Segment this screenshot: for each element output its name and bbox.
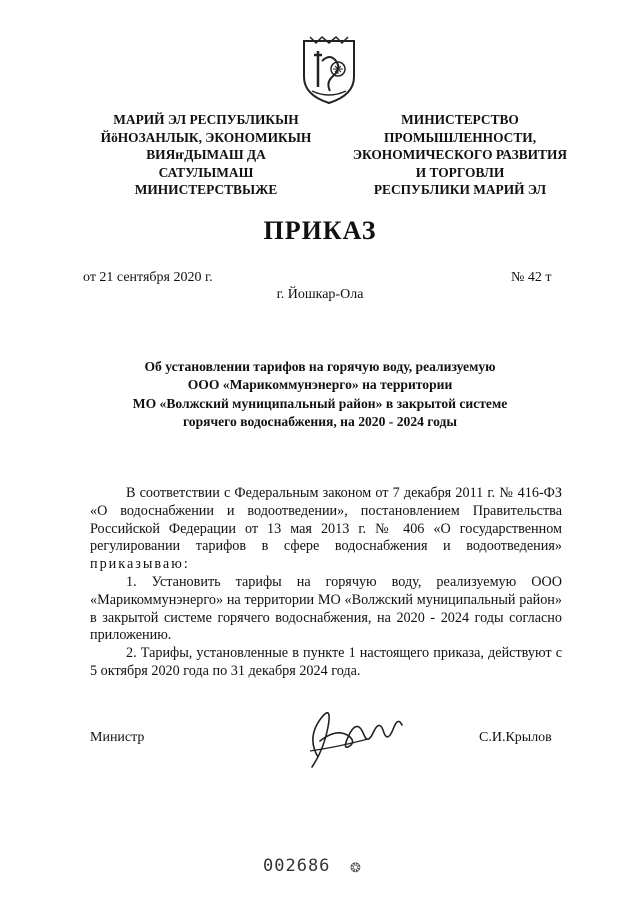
seal-mark-icon: ❂ <box>350 860 361 875</box>
order-subject <box>90 358 550 431</box>
header-left-line: ВИЯҥДЫМАШ ДА <box>146 147 266 162</box>
header-left-line: МАРИЙ ЭЛ РЕСПУБЛИКЫН <box>113 112 299 127</box>
order-date: от 21 сентября 2020 г. <box>83 270 213 285</box>
order-word: приказываю: <box>90 556 190 573</box>
header-ministry-russian <box>340 111 580 199</box>
header-left-line: МИНИСТЕРСТВЫЖЕ <box>134 182 278 197</box>
document-serial-number: 002686 <box>263 856 331 876</box>
order-number: № 42 т <box>511 270 552 285</box>
order-item-1: 1. Установить тарифы на горячую воду, реализуемую ООО «Марикоммунэнерго» на территории МО «Волжский муниципальный район» в закрытой системе горячего водоснабжения, на 2020 - 2024 годы согласно приложению. <box>90 573 562 644</box>
subject-line: ООО «Марикоммунэнерго» на территории <box>187 377 453 393</box>
preamble-text: В соответствии с Федеральным законом от 7 декабря 2011 г. № 416-ФЗ «О водоснабжении и водоотведении», постановлением Правительства Российской Федерации от 13 мая 2013 г. № 406 «О государственном регулировании тарифов в сфере водоснабжения и водоотведения» <box>90 485 562 555</box>
order-city: г. Йошкар-Ола <box>276 287 364 302</box>
header-left-line: САТУЛЫМАШ <box>158 164 254 180</box>
preamble-paragraph <box>90 485 562 574</box>
subject-line: МО «Волжский муниципальный район» в закрытой системе <box>132 395 508 411</box>
header-left-line: ЙӧНОЗАНЛЫК, ЭКОНОМИКЫН <box>100 129 312 145</box>
header-right-line: МИНИСТЕРСТВО <box>401 112 519 127</box>
order-body <box>90 485 562 681</box>
document-title: ПРИКАЗ <box>263 216 377 245</box>
subject-line: горячего водоснабжения, на 2020 - 2024 годы <box>182 413 458 429</box>
header-right-line: РЕСПУБЛИКИ МАРИЙ ЭЛ <box>373 182 547 197</box>
subject-line: Об установлении тарифов на горячую воду, реализуемую <box>144 359 496 374</box>
header-right-line: ЭКОНОМИЧЕСКОГО РАЗВИТИЯ <box>352 147 568 162</box>
order-item-2: 2. Тарифы, установленные в пункте 1 настоящего приказа, действуют с 5 октября 2020 года по 31 декабря 2024 года. <box>90 645 562 679</box>
signer-name: С.И.Крылов <box>479 730 552 745</box>
handwritten-signature <box>298 697 408 775</box>
header-right-line: ПРОМЫШЛЕННОСТИ, <box>383 129 537 145</box>
coat-of-arms-emblem <box>300 33 358 105</box>
header-right-line: И ТОРГОВЛИ <box>415 164 505 180</box>
header-ministry-mari <box>96 111 316 199</box>
signer-title: Министр <box>90 730 145 745</box>
